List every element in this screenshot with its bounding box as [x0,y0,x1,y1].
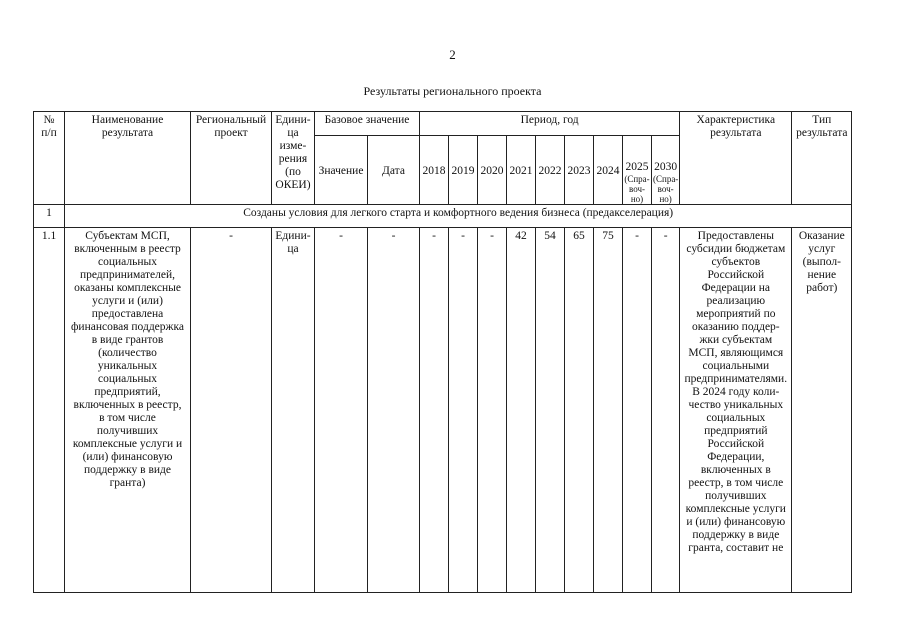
row-year-value: - [478,228,507,593]
row-num: 1.1 [34,228,65,593]
header-unit: Едини- ца изме- рения (по ОКЕИ) [272,112,315,205]
row-year-value: - [449,228,478,593]
row-year-value: 54 [536,228,565,593]
section-title: Созданы условия для легкого старта и комфортного ведения бизнеса (предакселерация) [65,205,852,228]
header-year-2025-note: (Спра- воч- но) [624,174,650,204]
row-characteristic: Предоставлены субсидии бюджетам субъектов Российской Федерации на реализацию мероприятий по оказанию поддер- жки субъектам МСП, являющимся социальными предпринимателями. В 2024 году коли- чество уникальных социальных предприятий Российской Федерации, включенных в реестр, в том числе получивших комплексные услуги и (или) финансовую поддержку в виде гранта, составит не [680,228,792,593]
row-year-value: 75 [594,228,623,593]
header-year: 2018 [420,136,449,205]
header-year-2025-label: 2025 [625,161,649,173]
document-title: Результаты регионального проекта [363,84,542,98]
header-characteristic: Характеристика результата [680,112,792,205]
header-regional-project: Региональный проект [191,112,272,205]
row-type: Оказание услуг (выпол- нение работ) [792,228,852,593]
row-value-2025: - [623,228,652,593]
page-number: 2 [449,47,456,62]
header-period: Период, год [420,112,680,136]
row-base-date: - [368,228,420,593]
header-year: 2023 [565,136,594,205]
row-year-value: 42 [507,228,536,593]
row-regional-project: - [191,228,272,593]
row-unit: Едини- ца [272,228,315,593]
row-year-value: - [420,228,449,593]
header-name: Наименование результата [65,112,191,205]
header-year-2030 [652,136,680,205]
header-type: Тип результата [792,112,852,205]
header-year-2030-label: 2030 [654,161,678,173]
header-num: № п/п [34,112,65,205]
header-year: 2022 [536,136,565,205]
header-base-value: Базовое значение [315,112,420,136]
row-value-2030: - [652,228,680,593]
row-year-value: 65 [565,228,594,593]
header-year-2030-note: (Спра- воч- но) [653,174,679,204]
header-year: 2021 [507,136,536,205]
header-base-value-date: Дата [368,136,420,205]
section-num: 1 [34,205,65,228]
header-year-2025 [623,136,652,205]
header-base-value-value: Значение [315,136,368,205]
results-table [33,111,852,593]
header-year: 2020 [478,136,507,205]
row-name: Субъектам МСП, включенным в реестр социальных предпринимателей, оказаны комплексные услуги и (или) предоставлена финансовая поддержка в виде грантов (количество уникальных социальных предприятий, включенных в реестр, в том числе получивших комплексные услуги и (или) финансовую поддержку в виде гранта) [65,228,191,593]
header-year: 2024 [594,136,623,205]
header-year: 2019 [449,136,478,205]
row-base-value: - [315,228,368,593]
